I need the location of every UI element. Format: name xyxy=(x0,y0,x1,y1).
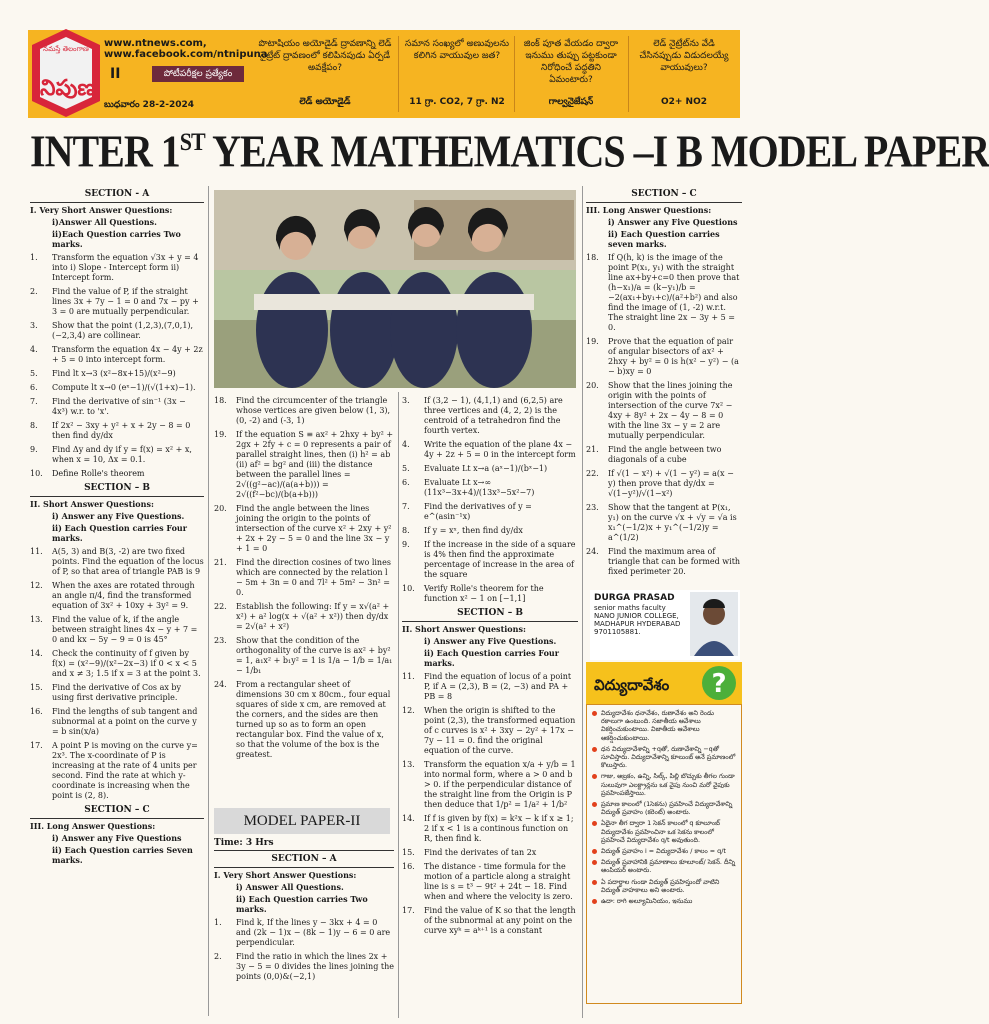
question-mark-icon xyxy=(700,664,738,702)
question-number: 8. xyxy=(402,526,410,535)
question-number: 19. xyxy=(214,430,227,439)
question-type-heading: II. Short Answer Questions: xyxy=(30,499,154,509)
question-item xyxy=(402,672,578,702)
quiz-2 xyxy=(404,38,510,107)
author-photo xyxy=(690,592,738,656)
question-text: Evaluate Lt x→a (aˣ−1)/(bˣ−1) xyxy=(424,464,548,473)
question-text: If the increase in the side of a square is 4% then find the approximate percentage of increase in the area of the square xyxy=(424,540,576,579)
section-heading: SECTION - A xyxy=(84,189,150,199)
author-box xyxy=(590,590,740,660)
question-text: A(5, 3) and B(3, -2) are two fixed points. Find the equation of the locus of P, so that area of triangle PAB is 9 xyxy=(52,547,204,576)
instruction: ii) Each Question carries seven marks. xyxy=(608,229,720,249)
question-item xyxy=(30,287,204,317)
question-text: When the axes are rotated through an angle π/4, find the transformed equation of 3x² + 10xy + 3y² = 9. xyxy=(52,581,195,610)
question-number: 10. xyxy=(30,469,43,478)
question-number: 18. xyxy=(214,396,227,405)
question-item xyxy=(30,383,204,393)
question-text: Write the equation of the plane 4x − 4y + 2z + 5 = 0 in the intercept form xyxy=(424,440,576,459)
question-text: The distance - time formula for the motion of a particle along a straight line is s = t³ − 9t² + 24t − 18. Find when and where the velocity is zero. xyxy=(424,862,573,901)
question-text: Check the continuity of f given by f(x) = (x²−9)/(x²−2x−3) if 0 < x < 5 and x ≠ 3; 1.5 if x = 3 at the point 3. xyxy=(52,649,201,678)
question-item xyxy=(30,321,204,341)
question-number: 2. xyxy=(214,952,222,961)
issue-date: బుధవారం 28-2-2024 xyxy=(104,100,194,110)
question-type-heading: I. Very Short Answer Questions: xyxy=(214,870,357,880)
vidyut-point: ఏ పదార్థాల గుండా విద్యుత్‌ ప్రవహిస్తుందో వాటిని విద్యుత్‌ వాహకాలు అని అంటారు. xyxy=(601,878,737,894)
section-heading: SECTION – B xyxy=(457,608,523,618)
edition-number: II xyxy=(110,66,121,82)
vidyut-box xyxy=(586,704,742,1004)
question-text: If 2x² − 3xy + y² + x + 2y − 8 = 0 then find dy/dx xyxy=(52,421,191,440)
left-column xyxy=(30,186,204,1016)
question-text: Find the derivative of sin⁻¹ (3x − 4x³) w.r. to 'x'. xyxy=(52,397,186,416)
question-item xyxy=(214,504,394,554)
question-text: Evaluate Lt x→∞ (11x³−3x+4)/(13x³−5x²−7) xyxy=(424,478,535,497)
question-item xyxy=(30,469,204,479)
question-type-heading: II. Short Answer Questions: xyxy=(402,624,526,634)
facebook-link[interactable]: www.facebook.com/ntnipuna xyxy=(104,49,268,60)
edition-tag: పోటీపరీక్షల ప్రత్యేకం xyxy=(152,66,244,82)
instruction: i) Answer All Questions. xyxy=(236,882,344,892)
vidyut-point: ప్రమాణ కాలంలో (1సెకను) ప్రవహించే విద్యుదావేశాన్ని విద్యుత్‌ ప్రవాహం (కరెంట్‌) అంటారు. xyxy=(601,800,737,816)
question-number: 17. xyxy=(30,741,43,750)
right-column xyxy=(402,392,578,1018)
question-number: 20. xyxy=(586,381,599,390)
quiz-answer: లెడ్ అయోడైడ్ xyxy=(299,97,351,107)
question-text: Find lt x→3 (x²−8x+15)/(x²−9) xyxy=(52,369,176,378)
exam-time: Time: 3 Hrs xyxy=(214,838,274,848)
question-number: 24. xyxy=(586,547,599,556)
question-item xyxy=(586,381,742,441)
mid-column-top xyxy=(214,392,394,804)
vidyut-point: విద్యుత్‌ ప్రవాహానికి ప్రమాణాలు కూలూంబ్‌/ సెకన్. దీన్ని ఆంపియర్‌ అంటారు. xyxy=(601,858,736,875)
question-text: Show that the condition of the orthogonality of the curve is ax² + by² = 1, a₁x² + b₁y² = 1 is 1/a − 1/b = 1/a₁ − 1/b₁ xyxy=(236,636,393,675)
question-item xyxy=(586,253,742,333)
vidyut-point: ఉదా: రాగి అల్యూమినియం, ఇనుము xyxy=(601,897,737,905)
question-number: 15. xyxy=(30,683,43,692)
question-item xyxy=(30,615,204,645)
question-number: 5. xyxy=(402,464,410,473)
question-number: 13. xyxy=(402,760,415,769)
model-paper-banner: MODEL PAPER-II xyxy=(214,808,390,834)
question-text: Find k, If the lines y − 3kx + 4 = 0 and (2k − 1)x − (8k − 1)y − 6 = 0 are perpendicular. xyxy=(236,918,391,947)
question-item xyxy=(214,602,394,632)
question-text: Find the direction cosines of two lines which are connected by the relation l − 5m + 3n = 0 and 7l² + 5m² − 3n² = 0. xyxy=(236,558,391,597)
question-number: 5. xyxy=(30,369,38,378)
question-item xyxy=(402,848,578,858)
question-text: Prove that the equation of pair of angular bisectors of ax² + 2hxy + by² = 0 is h(x² − y²) − (a − b)xy = 0 xyxy=(608,337,739,376)
question-item xyxy=(30,707,204,737)
students-photo xyxy=(214,190,576,388)
question-number: 9. xyxy=(402,540,410,549)
question-number: 3. xyxy=(402,396,410,405)
question-item xyxy=(30,581,204,611)
question-number: 21. xyxy=(214,558,227,567)
section-heading: SECTION – C xyxy=(631,189,697,199)
question-text: Define Rolle's theorem xyxy=(52,469,145,478)
question-text: Find the derivates of tan 2x xyxy=(424,848,537,857)
question-number: 1. xyxy=(30,253,38,262)
question-number: 15. xyxy=(402,848,415,857)
vidyut-point: ధన విద్యుదావేశాన్ని +qతో, రుణావేశాన్ని −qతో సూచిస్తారు. విద్యుదావేశాన్ని కూలుంబ్‌ అనే ప్రమాణంలో కొలుస్తారు. xyxy=(601,744,736,770)
question-text: Find the derivatives of y = e^(asin⁻¹x) xyxy=(424,502,532,521)
instruction: ii) Each Question carries Four marks. xyxy=(52,523,187,543)
question-text: If f is given by f(x) = k²x − k if x ≥ 1; 2 if x < 1 is a continous function on R, then find k. xyxy=(424,814,574,843)
question-item xyxy=(30,445,204,465)
question-text: From a rectangular sheet of dimensions 30 cm x 80cm., four equal squares of side x cm, are removed at the corners, and the sides are then turned up so as to form an open rectangular box. Find the value of x, so that the volume of the box is the greatest. xyxy=(236,680,391,759)
question-item xyxy=(402,440,578,460)
question-text: If the equation S ≡ ax² + 2hxy + by² + 2gx + 2fy + c = 0 represents a pair of parallel straight lines, then (i) h² = ab (ii) af² = bg² and (iii) the distance between the parallel lines = 2√((g²−ac)/(a(a+b))) = 2√((f²−bc)/(b(a+b))) xyxy=(236,430,394,499)
section-heading: SECTION – B xyxy=(84,483,150,493)
question-number: 7. xyxy=(30,397,38,406)
question-number: 24. xyxy=(214,680,227,689)
section-heading: SECTION – C xyxy=(84,805,150,815)
question-text: Show that the tangent at P(x₁, y₁) on the curve √x + √y = √a is x₁^(−1/2)x + y₁^(−1/2)y = a^(1/2) xyxy=(608,503,737,542)
instruction: ii)Each Question carries Two marks. xyxy=(52,229,181,249)
question-number: 6. xyxy=(402,478,410,487)
author-college: NANO JUNIOR COLLEGE, MADHAPUR HYDERABAD xyxy=(594,612,681,628)
instruction: i) Answer any Five Questions. xyxy=(424,636,557,646)
question-number: 22. xyxy=(214,602,227,611)
question-item xyxy=(30,397,204,417)
mid-column-bottom xyxy=(214,838,394,1018)
question-item xyxy=(586,445,742,465)
question-text: Show that the lines joining the origin with the points of intersection of the curve 7x² − 4xy + 8y² + 2x − 4y − 8 = 0 with the line 3x − y = 2 are mutually perpendicular. xyxy=(608,381,733,440)
question-number: 23. xyxy=(586,503,599,512)
website-link[interactable]: www.ntnews.com, xyxy=(104,38,207,49)
column-divider xyxy=(398,392,399,1018)
question-text: If Q(h, k) is the image of the point P(x₁, y₁) with the straight line ax+by+c=0 then prove that (h−x₁)/a = (k−y₁)/b = −2(ax₁+by₁+c)/(a²+b²) and also find the image of (1, -2) w.r.t. The straight line 2x − 3y + 5 = 0. xyxy=(608,253,740,332)
question-number: 10. xyxy=(402,584,415,593)
quiz-answer: O2+ NO2 xyxy=(660,97,708,107)
question-item xyxy=(402,760,578,810)
instruction: ii) Each Question carries Four marks. xyxy=(424,648,559,668)
question-item xyxy=(214,396,394,426)
question-item xyxy=(402,502,578,522)
question-item xyxy=(586,469,742,499)
question-item xyxy=(402,706,578,756)
question-number: 13. xyxy=(30,615,43,624)
question-number: 7. xyxy=(402,502,410,511)
question-number: 6. xyxy=(30,383,38,392)
question-item xyxy=(402,584,578,604)
svg-text:నమస్తే తెలంగాణ: నమస్తే తెలంగాణ xyxy=(43,45,89,53)
question-text: Find the value of K so that the length of the subnormal at any point on the curve xyᵏ = aᵏ⁺¹ is a constant xyxy=(424,906,576,935)
question-item xyxy=(402,526,578,536)
question-text: Find the derivative of Cos ax by using first derivative principle. xyxy=(52,683,182,702)
question-item xyxy=(402,464,578,474)
page-title: INTER 1ST YEAR MATHEMATICS –I B MODEL PAPER xyxy=(30,125,989,177)
question-number: 1. xyxy=(214,918,222,927)
question-item xyxy=(30,421,204,441)
question-number: 9. xyxy=(30,445,38,454)
question-number: 3. xyxy=(30,321,38,330)
question-item xyxy=(586,337,742,377)
brand-name: నిపుణ xyxy=(40,76,96,101)
question-number: 4. xyxy=(30,345,38,354)
question-text: Establish the following: If y = x√(a² + x²) + a² log(x + √(a² + x²)) then dy/dx = 2√(a² + x²) xyxy=(236,602,390,631)
question-item xyxy=(402,478,578,498)
question-text: Transform the equation 4x − 4y + 2z + 5 = 0 into intercept form. xyxy=(52,345,203,364)
vidyut-title: విద్యుదావేశం xyxy=(594,676,670,694)
question-text: Show that the point (1,2,3),(7,0,1),(−2,3,4) are collinear. xyxy=(52,321,194,340)
question-item xyxy=(30,741,204,801)
question-text: Verify Rolle's theorem for the function x² − 1 on [−1,1] xyxy=(424,584,544,603)
question-type-heading: I. Very Short Answer Questions: xyxy=(30,205,173,215)
question-number: 18. xyxy=(586,253,599,262)
question-text: Compute lt x→0 (eˣ−1)/(√(1+x)−1). xyxy=(52,383,196,392)
instruction: ii) Each Question carries Seven marks. xyxy=(52,845,193,865)
far-right-column xyxy=(586,186,742,586)
question-text: Find the value of P, if the straight lines 3x + 7y − 1 = 0 and 7x − py + 3 = 0 are mutually perpendicular. xyxy=(52,287,199,316)
question-item xyxy=(214,636,394,676)
question-number: 14. xyxy=(30,649,43,658)
question-text: If (3,2 − 1), (4,1,1) and (6,2,5) are three vertices and (4, 2, 2) is the centroid of a tetrahedron find the fourth vertex. xyxy=(424,396,563,435)
question-number: 12. xyxy=(402,706,415,715)
instruction: i) Answer any Five Questions xyxy=(608,217,738,227)
quiz-divider xyxy=(398,36,399,112)
author-phone: 9701105881. xyxy=(594,628,641,636)
question-item xyxy=(214,558,394,598)
quiz-divider xyxy=(628,36,629,112)
author-name: DURGA PRASAD xyxy=(594,593,675,603)
question-text: Find the lengths of sub tangent and subnormal at a point on the curve y = b sin(x/a) xyxy=(52,707,198,736)
question-text: Find the ratio in which the lines 2x + 3y − 5 = 0 divides the lines joining the points (0,0)&(−2,1) xyxy=(236,952,394,981)
instruction: i) Answer any Five Questions. xyxy=(52,511,185,521)
question-text: Find the maximum area of triangle that can be formed with fixed perimeter 20. xyxy=(608,547,741,576)
question-item xyxy=(30,253,204,283)
instruction: i)Answer All Questions. xyxy=(52,217,157,227)
question-item xyxy=(402,814,578,844)
question-item xyxy=(30,649,204,679)
question-text: Find the value of k, if the angle between straight lines 4x − y + 7 = 0 and kx − 5y − 9 = 0 is 45° xyxy=(52,615,198,644)
question-number: 19. xyxy=(586,337,599,346)
question-number: 8. xyxy=(30,421,38,430)
quiz-divider xyxy=(514,36,515,112)
question-item xyxy=(214,918,394,948)
quiz-question: జింక్ పూత వేయడం ద్వారా ఇనుము తుప్పు పట్టకుండా నిరోధించే పద్ధతిని ఏమంటారు? xyxy=(523,39,619,85)
quiz-question: లెడ్ నైట్రేట్‌ను వేడి చేసినప్పుడు విడుదలయ్యే వాయువులు? xyxy=(639,39,729,73)
question-item xyxy=(214,430,394,500)
vidyut-point: విద్యుదావేశం ధనావేశం, రుణావేశం అని రెండు రకాలుగా ఉంటుంది. సజాతీయ ఆవేశాలు వికర్షించుకుంటాయి. విజాతీయ ఆవేశాలు ఆకర్షించుకుంటాయి. xyxy=(601,709,737,742)
instruction: ii) Each Question carries Two marks. xyxy=(236,894,368,914)
column-divider xyxy=(582,186,583,1018)
question-number: 21. xyxy=(586,445,599,454)
question-item xyxy=(30,547,204,577)
question-number: 16. xyxy=(30,707,43,716)
quiz-1 xyxy=(256,38,394,107)
question-number: 20. xyxy=(214,504,227,513)
question-type-heading: III. Long Answer Questions: xyxy=(30,821,156,831)
question-text: Find the circumcenter of the triangle whose vertices are given below (1, 3), (0, -2) and (-3, 1) xyxy=(236,396,391,425)
quiz-4 xyxy=(632,38,736,107)
question-item xyxy=(214,952,394,982)
question-text: A point P is moving on the curve y= 2x³. The x-coordinate of P is increasing at the rate of 4 units per second. Find the rate at which y-coordinate is increasing when the point is (2, 8). xyxy=(52,741,198,800)
question-number: 2. xyxy=(30,287,38,296)
vidyut-point: విద్యుత్‌ ప్రవాహం i = విద్యుదావేశం / కాలం = q/t xyxy=(601,847,737,855)
question-text: When the origin is shifted to the point (2,3), the transformed equation of c curves is x² + 3xy − 2y² + 17x − 7y − 11 = 0. find the original equation of the curve. xyxy=(424,706,576,755)
question-number: 4. xyxy=(402,440,410,449)
question-item xyxy=(30,683,204,703)
quiz-3 xyxy=(518,38,624,107)
question-item xyxy=(402,396,578,436)
section-heading: SECTION – A xyxy=(271,854,337,864)
question-number: 11. xyxy=(30,547,43,556)
question-number: 23. xyxy=(214,636,227,645)
quiz-answer: 11 గ్రా. CO2, 7 గ్రా. N2 xyxy=(409,97,505,107)
question-number: 11. xyxy=(402,672,415,681)
question-text: Transform the equation x/a + y/b = 1 into normal form, where a > 0 and b > 0. if the perpendicular distance of the straight line from the Origin is P then deduce that 1/p² = 1/a² + 1/b² xyxy=(424,760,576,809)
question-item xyxy=(402,906,578,936)
brand-links xyxy=(104,38,268,60)
question-number: 17. xyxy=(402,906,415,915)
svg-text:?: ? xyxy=(711,669,727,699)
column-divider xyxy=(208,186,209,1016)
question-text: Find the angle between the lines joining the origin to the points of intersection of the curve x² + 2xy + y² + 2x + 2y − 5 = 0 and the line 3x − y + 1 = 0 xyxy=(236,504,392,553)
question-item xyxy=(30,345,204,365)
quiz-answer: గాల్వనైజేషన్ xyxy=(548,97,594,107)
question-text: Transform the equation √3x + y = 4 into i) Slope - Intercept form ii) Intercept form. xyxy=(52,253,199,282)
question-text: If y = xˣ, then find dy/dx xyxy=(424,526,523,535)
vidyut-point: గాజు, అబ్రకం, ఉన్ని, సిల్క్, పిల్లి బొచ్చుకు తీగల గుండా సులువుగా ఎలక్ట్రాన్లను ఒక వైపు నుంచి మరో వైపుకు ప్రవహింపజేస్తాయి. xyxy=(601,772,737,797)
author-role: senior maths faculty xyxy=(594,604,666,612)
question-item xyxy=(586,547,742,577)
instruction: i) Answer any Five Questions xyxy=(52,833,182,843)
question-item xyxy=(586,503,742,543)
question-number: 22. xyxy=(586,469,599,478)
question-item xyxy=(214,680,394,760)
question-text: Find the equation of locus of a point P, if A = (2,3), B = (2, −3) and PA + PB = 8 xyxy=(424,672,572,701)
question-number: 16. xyxy=(402,862,415,871)
question-text: Find Δy and dy if y = f(x) = x² + x, when x = 10, Δx = 0.1. xyxy=(52,445,192,464)
quiz-question: సమాన సంఖ్యలో అణువులను కలిగిన వాయువుల జత? xyxy=(405,39,509,61)
vidyut-point: ఏదైనా తీగ ద్వారా 1 సెకన్‌ కాలంలో q కూలూంబ్ విద్యుదావేశం ప్రవహించినా ఒక సెకను కాలంలో ప్రవహించే విద్యుదావేశం q/t అవుతుంది. xyxy=(601,819,737,844)
question-number: 12. xyxy=(30,581,43,590)
question-text: Find the angle between two diagonals of a cube xyxy=(608,445,722,464)
question-item xyxy=(30,369,204,379)
question-item xyxy=(402,540,578,580)
question-text: If √(1 − x²) + √(1 − y²) = a(x − y) then prove that dy/dx = √(1−y²)/√(1−x²) xyxy=(608,469,734,498)
quiz-question: పొటాషియం అయోడైడ్ ద్రావణాన్ని లెడ్ నైట్రేట్ ద్రావణంలో కలిపినపుడు ఏర్పడే అవక్షేపం? xyxy=(258,39,392,73)
question-number: 14. xyxy=(402,814,415,823)
question-item xyxy=(402,862,578,902)
question-type-heading: III. Long Answer Questions: xyxy=(586,205,712,215)
vidyut-header xyxy=(586,662,742,704)
